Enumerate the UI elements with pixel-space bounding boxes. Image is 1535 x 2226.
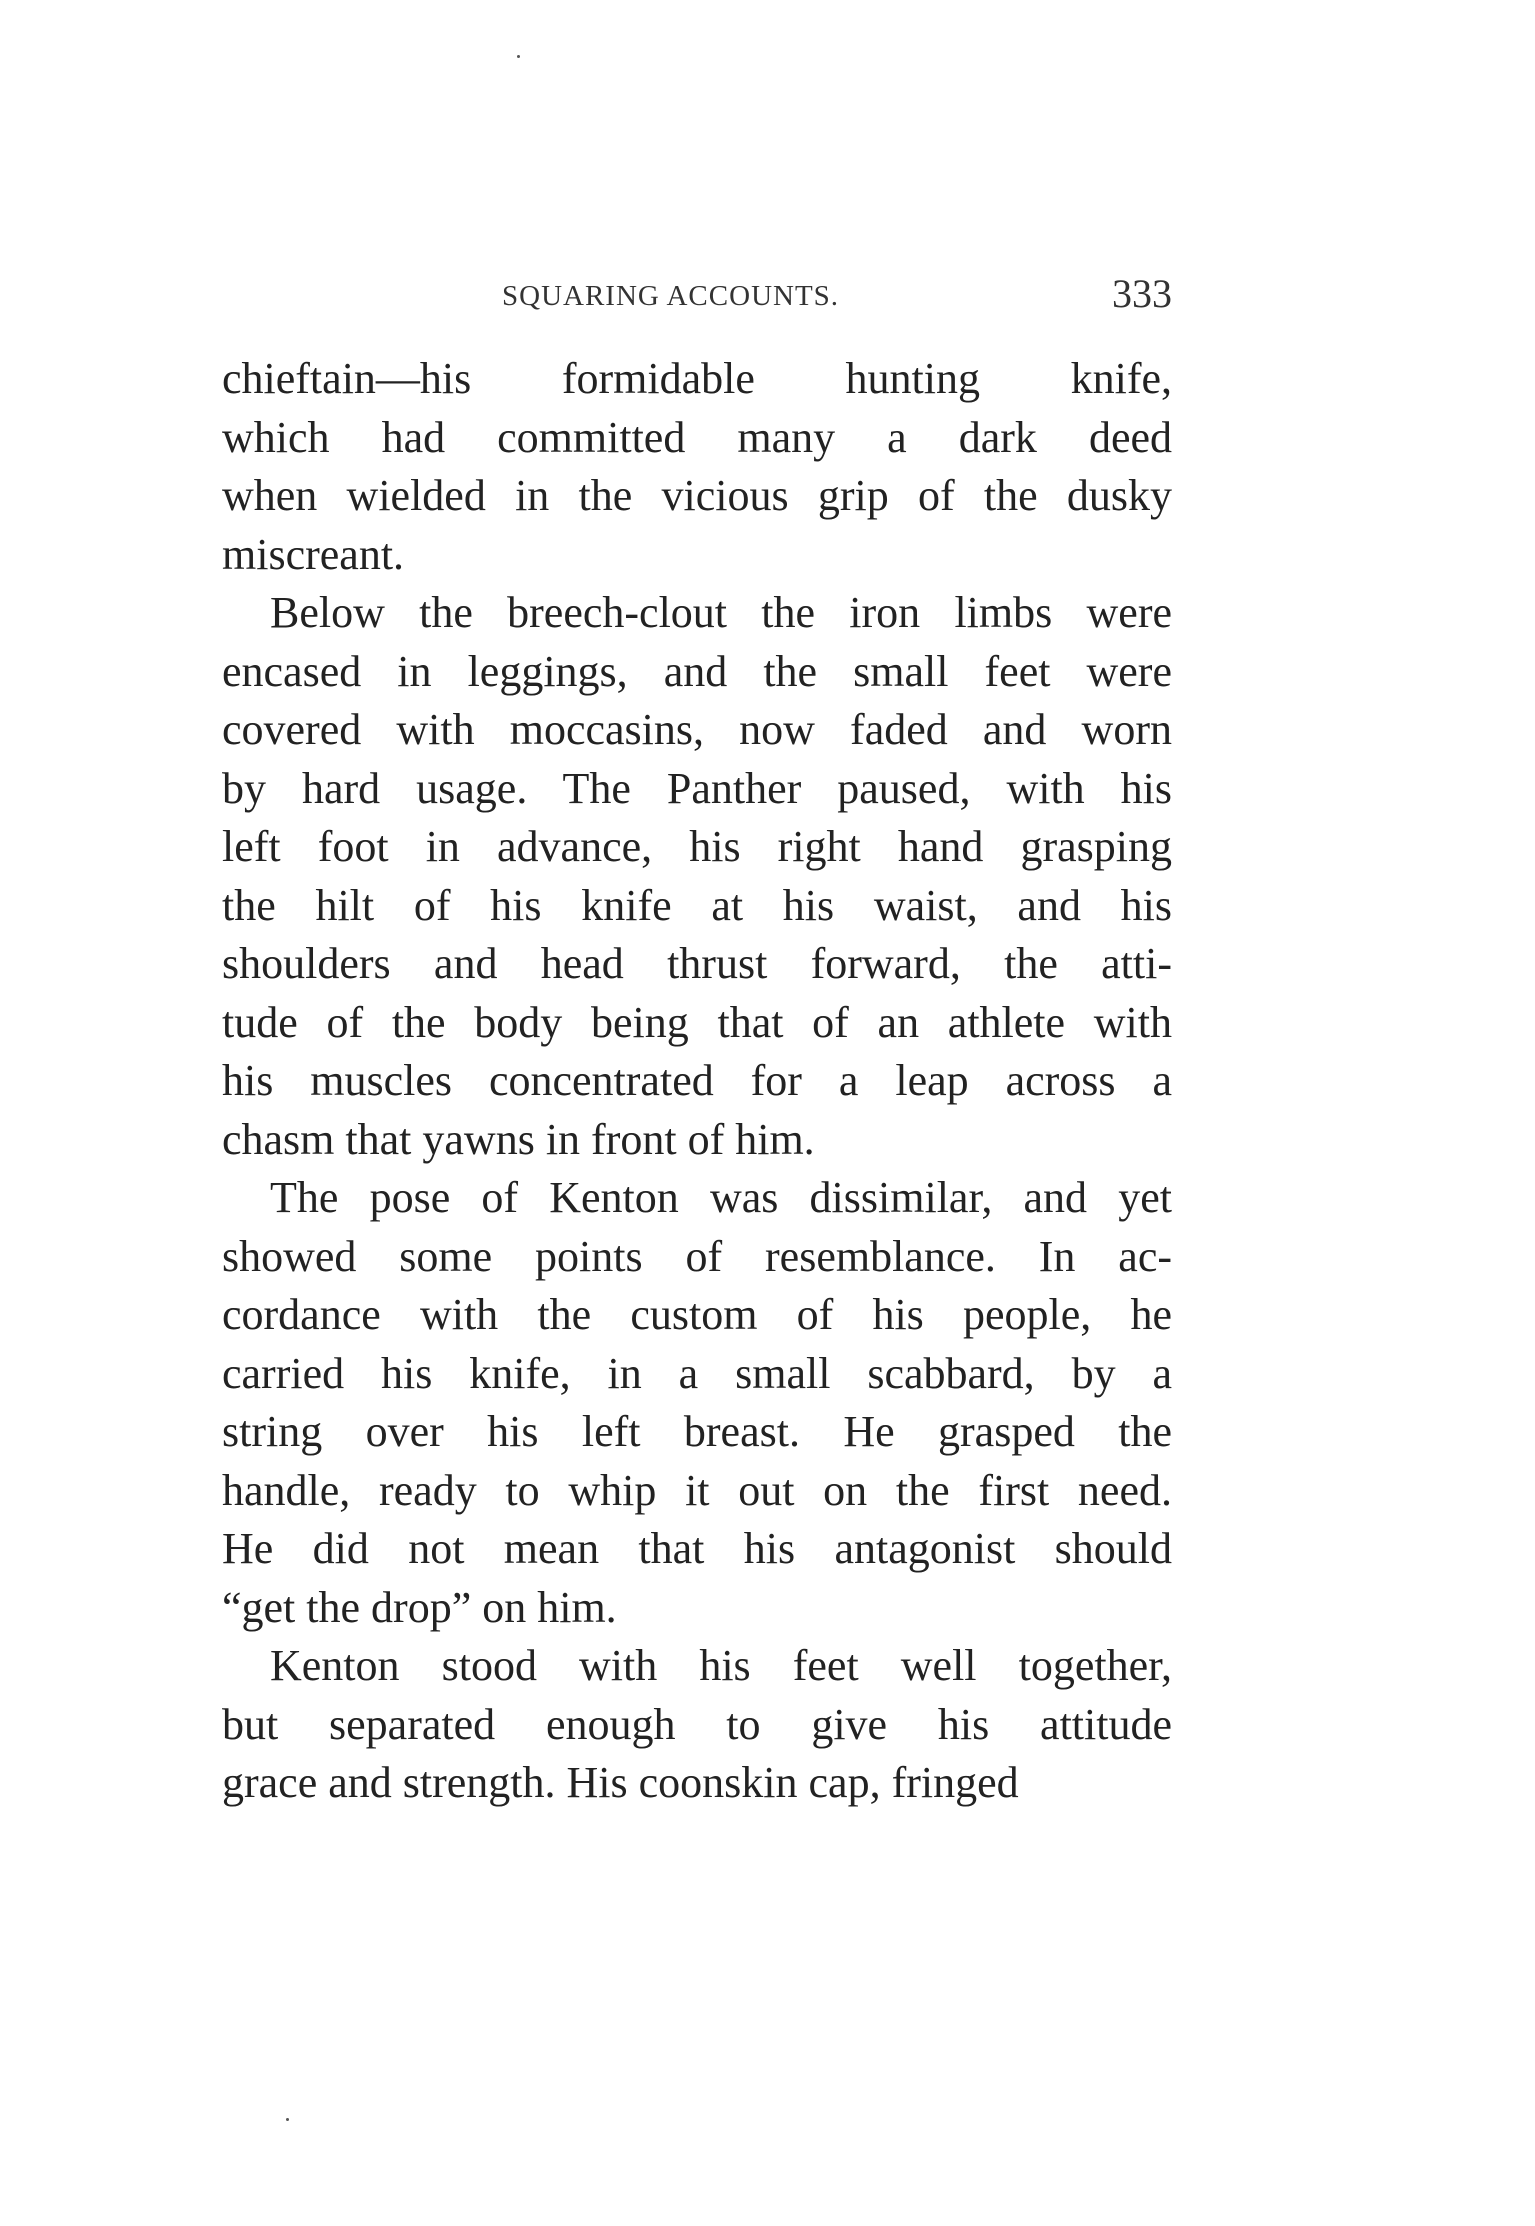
text-line: which had committed many a dark deed [222, 412, 1172, 462]
text-line: handle, ready to whip it out on the first need. [222, 1465, 1172, 1515]
text-line: by hard usage. The Panther paused, with his [222, 763, 1172, 813]
running-title: SQUARING ACCOUNTS. [502, 280, 840, 312]
paragraph [222, 584, 1172, 1169]
text-line: shoulders and head thrust forward, the atti- [222, 939, 1172, 988]
ink-speck-bottom [286, 2118, 289, 2121]
text-line: carried his knife, in a small scabbard, by a [222, 1348, 1172, 1398]
text-line: string over his left breast. He grasped the [222, 1407, 1172, 1456]
text-line: left foot in advance, his right hand grasping [222, 822, 1172, 871]
text-line: chieftain—his formidable hunting knife, [222, 354, 1172, 403]
text-line: chasm that yawns in front of him. [222, 1114, 815, 1164]
text-line: “get the drop” on him. [222, 1582, 617, 1632]
paragraph [222, 1637, 1172, 1813]
text-line: Below the breech-clout the iron limbs were [270, 588, 1172, 637]
running-head [222, 268, 1172, 318]
text-body [222, 350, 1172, 1813]
text-line: grace and strength. His coonskin cap, fringed [222, 1758, 1019, 1807]
text-line: cordance with the custom of his people, he [222, 1290, 1172, 1339]
text-line: but separated enough to give his attitude [222, 1699, 1172, 1749]
text-line: covered with moccasins, now faded and worn [222, 705, 1172, 754]
text-line: when wielded in the vicious grip of the dusky [222, 471, 1172, 520]
text-line: He did not mean that his antagonist should [222, 1524, 1172, 1573]
text-line: his muscles concentrated for a leap across a [222, 1056, 1172, 1105]
text-line: the hilt of his knife at his waist, and his [222, 880, 1172, 930]
text-line: encased in leggings, and the small feet were [222, 646, 1172, 696]
paragraph [222, 350, 1172, 584]
ink-speck-top [517, 55, 520, 58]
text-line: miscreant. [222, 529, 405, 579]
text-line: tude of the body being that of an athlete with [222, 997, 1172, 1047]
text-line: The pose of Kenton was dissimilar, and yet [270, 1173, 1172, 1222]
paragraph [222, 1169, 1172, 1637]
text-line: Kenton stood with his feet well together, [270, 1641, 1172, 1690]
text-line: showed some points of resemblance. In ac- [222, 1231, 1172, 1281]
page-number: 333 [1112, 271, 1172, 316]
